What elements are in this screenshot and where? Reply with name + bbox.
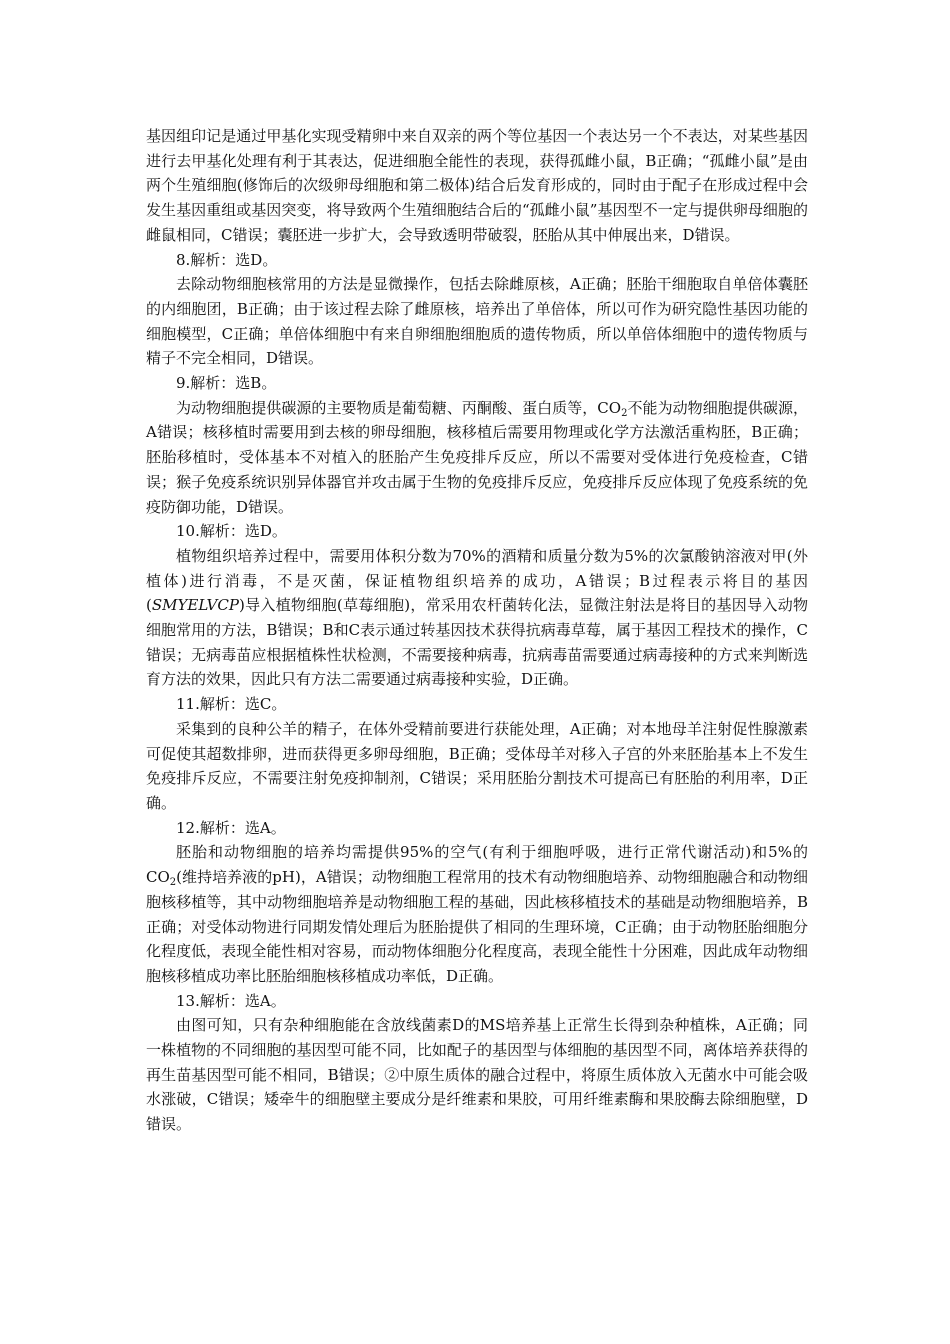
answer-9-body xyxy=(146,396,808,520)
answer-10-heading: 10.解析：选D。 xyxy=(176,522,287,541)
co2-subscript: 2 xyxy=(621,407,628,419)
answer-8-body: 去除动物细胞核常用的方法是显微操作，包括去除雌原核，A正确；胚胎干细胞取自单倍体囊胚的内细胞团，B正确；由于该过程去除了雌原核，培养出了单倍体，所以可作为研究隐性基因功能的细胞模型，C正确；单倍体细胞中有来自卵细胞细胞质的遗传物质，所以单倍体细胞中的遗传物质与精子不完全相同，D错误。 xyxy=(146,275,808,368)
answer-8-heading: 8.解析：选D。 xyxy=(176,250,278,269)
answer-12-body-part1: 胚胎和动物细胞的培养均需提供95%的空气(有利于细胞呼吸，进行正常代谢活动)和5%的CO xyxy=(146,843,808,887)
answer-13-body: 由图可知，只有杂种细胞能在含放线菌素D的MS培养基上正常生长得到杂种植株，A正确；同一株植物的不同细胞的基因型可能不同，比如配子的基因型与体细胞的基因型不同，离体培养获得的再生苗基因型可能不相同，B错误；②中原生质体的融合过程中，将原生质体放入无菌水中可能会吸水涨破，C错误；矮牵牛的细胞壁主要成分是纤维素和果胶，可用纤维素酶和果胶酶去除细胞壁，D错误。 xyxy=(146,1016,808,1134)
answer-12-body xyxy=(146,840,808,988)
answer-9-body-part2: 不能为动物细胞提供碳源，A错误；核移植时需要用到去核的卵母细胞，核移植后需要用物理或化学方法激活重构胚，B正确；胚胎移植时，受体基本不对植入的胚胎产生免疫排斥反应，所以不需要对受体进行免疫检查，C错误；猴子免疫系统识别异体器官并攻击属于生物的免疫排斥反应，免疫排斥反应体现了免疫系统的免疫防御功能，D错误。 xyxy=(146,398,808,516)
document-page xyxy=(146,124,808,1137)
answer-12-body-part2: (维持培养液的pH)，A错误；动物细胞工程常用的技术有动物细胞培养、动物细胞融合和动物细胞核移植等，其中动物细胞培养是动物细胞工程的基础，因此核移植技术的基础是动物细胞培养，B正确；对受体动物进行同期发情处理后为胚胎提供了相同的生理环境，C正确；由于动物胚胎细胞分化程度低，表现全能性相对容易，而动物体细胞分化程度高，表现全能性十分困难，因此成年动物细胞核移植成功率比胚胎细胞核移植成功率低，D正确。 xyxy=(146,868,808,985)
answer-10-body-part1: 植物组织培养过程中，需要用体积分数为70%的酒精和质量分数为5%的次氯酸钠溶液对甲(外植体)进行消毒，不是灭菌，保证植物组织培养的成功，A错误；B过程表示将目的基因( xyxy=(146,546,808,615)
answer-13-heading: 13.解析：选A。 xyxy=(176,991,286,1010)
answer-9-heading: 9.解析：选B。 xyxy=(176,374,277,393)
answer-10-body-part2: )导入植物细胞(草莓细胞)，常采用农杆菌转化法，显微注射法是将目的基因导入动物细胞常用的方法，B错误；B和C表示通过转基因技术获得抗病毒草莓，属于基因工程技术的操作，C错误；无病毒苗应根据植株性状检测，不需要接种病毒，抗病毒苗需要通过病毒接种的方式来判断选育方法的效果，因此只有方法二需要通过病毒接种实验，D正确。 xyxy=(146,596,808,689)
answer-12-heading: 12.解析：选A。 xyxy=(176,818,286,837)
answer-10-body xyxy=(146,544,808,692)
co2-subscript: 2 xyxy=(169,877,177,889)
answer-9-body-part1: 为动物细胞提供碳源的主要物质是葡萄糖、丙酮酸、蛋白质等，CO xyxy=(176,398,622,417)
answer-7-continued: 基因组印记是通过甲基化实现受精卵中来自双亲的两个等位基因一个表达另一个不表达，对某些基因进行去甲基化处理有利于其表达，促进细胞全能性的表现，获得孤雌小鼠，B正确；“孤雌小鼠”是由两个生殖细胞(修饰后的次级卵母细胞和第二极体)结合后发育形成的，同时由于配子在形成过程中会发生基因重组或基因突变，将导致两个生殖细胞结合后的“孤雌小鼠”基因型不一定与提供卵母细胞的雌鼠相同，C错误；囊胚进一步扩大，会导致透明带破裂，胚胎从其中伸展出来，D错误。 xyxy=(146,127,808,244)
answer-11-heading: 11.解析：选C。 xyxy=(176,695,287,714)
gene-name: SMYELVCP xyxy=(151,596,239,615)
answer-11-body: 采集到的良种公羊的精子，在体外受精前要进行获能处理，A正确；对本地母羊注射促性腺激素可促使其超数排卵，进而获得更多卵母细胞，B正确；受体母羊对移入子宫的外来胚胎基本上不发生免疫排斥反应，不需要注射免疫抑制剂，C错误；采用胚胎分割技术可提高已有胚胎的利用率，D正确。 xyxy=(146,719,808,812)
